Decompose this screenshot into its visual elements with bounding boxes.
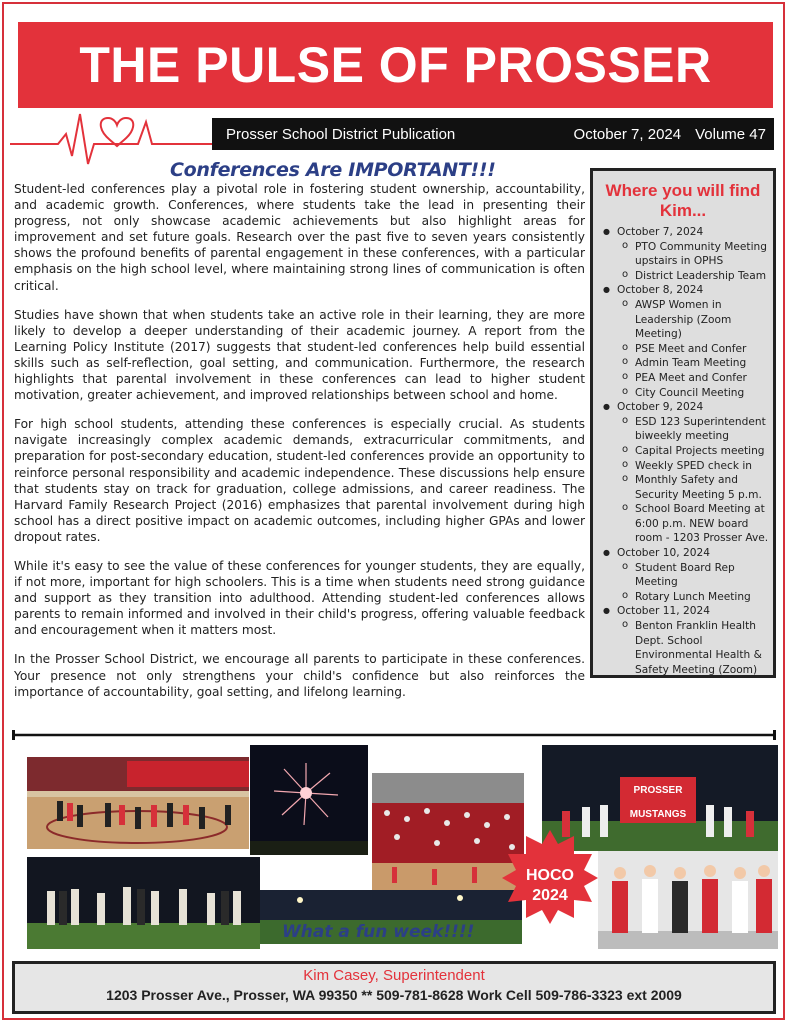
article-paragraph: In the Prosser School District, we encourage all parents to participate in these conferences. Your presence not only strengthens your child's confidence but also reinforces the importance of accountability, goal setting, and lifelong learning. [14,652,585,699]
article-paragraph: While it's easy to see the value of these conferences for younger students, they are equally, if not more, important for high schoolers. This is a time when students need strong guidance and support as they transition into adulthood. Attending student-led conferences allows parents to remain informed and involved in their child's progress, offering valuable feedback and encouragement when it matters most. [14,558,585,638]
schedule-event: o Rotary Lunch Meeting [635,590,773,605]
hoco-line: HOCO [526,867,574,884]
publication-name: Prosser School District Publication [226,125,456,143]
schedule-event: o AWSP Women in Leadership (Zoom Meeting) [635,298,773,342]
banner-text: MUSTANGS [629,809,687,820]
gym-dance-photo [27,757,249,849]
article-headline: Conferences Are IMPORTANT!!! [170,159,496,181]
section-divider [12,730,776,740]
schedule-day: ● October 11, 2024 o Benton Franklin Health Dept. School Environmental Health & Safety Meeting (Zoom) [617,604,773,677]
article-body [14,181,585,713]
newsletter-title: THE PULSE OF PROSSER [79,37,712,93]
article-paragraph: Studies have shown that when students take an active role in their learning, they are more likely to develop a deeper understanding of their academic journey. A report from the Learning Policy Institute (2017) suggests that student-led conferences help build essential skills such as self-reflection, goal setting, and communication. Furthermore, the research highlights that parental involvement in these conferences can lead to higher student motivation, greater achievement, and improved relationships between school and home. [14,307,585,403]
publication-bar [212,118,774,150]
schedule-day: ● October 9, 2024 o ESD 123 Superintendent biweekly meeting o Capital Projects meeting o Weekly SPED check in o Monthly Safety and Security Meeting 5 p.m. o School Board Meeting at 6:00 p.m. NEW board room - 1203 Prosser Ave. [617,400,773,546]
article-paragraph: For high school students, attending these conferences is especially crucial. As students navigate increasingly complex academic demands, extracurricular commitments, and preparation for post-secondary education, student-led conferences provide an opportunity to reinforce personal responsibility and academic independence. These discussions help ensure that students stay on track for graduation, college admissions, and career readiness. The Harvard Family Research Project (2016) emphasizes that parental involvement during high school has a direct positive impact on academic outcomes, including higher GPAs and lower dropout rates. [14,417,585,544]
banner-text: PROSSER [633,785,683,796]
schedule-event: o School Board Meeting at 6:00 p.m. NEW board room - 1203 Prosser Ave. [635,502,773,546]
field-court-photo [27,857,260,949]
schedule-event: o City Council Meeting [635,386,773,401]
schedule-event: o PSE Meet and Confer [635,342,773,357]
schedule-sidebar [590,168,776,678]
schedule-event: o Student Board Rep Meeting [635,561,773,590]
schedule-event: o District Leadership Team [635,269,773,284]
title-banner [18,22,773,108]
schedule-event: o Admin Team Meeting [635,356,773,371]
schedule-list [593,225,773,677]
fireworks-photo [250,745,368,855]
article-paragraph: Student-led conferences play a pivotal role in fostering student ownership, accountability, and academic growth. Conferences, where students take the lead in presenting their progress, not only showcase academic achievements but also highlight areas for improvement and set future goals. Research over the past five to seven years consistently shows the profound benefits of parental engagement in these conferences, with a particular emphasis on the high school level, where maintaining strong lines of communication is often critical. [14,182,585,293]
hoco-line: 2024 [532,887,568,904]
photo-caption: What a fun week!!!! [282,922,475,942]
schedule-event: o PEA Meet and Confer [635,371,773,386]
schedule-event: o Benton Franklin Health Dept. School Environmental Health & Safety Meeting (Zoom) [635,619,773,677]
schedule-event: o PTO Community Meeting upstairs in OPHS [635,240,773,269]
schedule-event: o ESD 123 Superintendent biweekly meeting [635,415,773,444]
hoco-badge [502,866,598,906]
contact-info: 1203 Prosser Ave., Prosser, WA 99350 ** 509-781-8628 Work Cell 509-786-3323 ext 2009 [106,987,682,1003]
staff-group-photo [598,851,778,949]
schedule-event: o Monthly Safety and Security Meeting 5 p.m. [635,473,773,502]
superintendent-name: Kim Casey, Superintendent [303,967,485,984]
footer [12,961,776,1014]
schedule-day: ● October 7, 2024 o PTO Community Meeting upstairs in OPHS o District Leadership Team [617,225,773,283]
schedule-day: ● October 10, 2024 o Student Board Rep Meeting o Rotary Lunch Meeting [617,546,773,604]
schedule-day: ● October 8, 2024 o AWSP Women in Leadership (Zoom Meeting) o PSE Meet and Confer o Admin Team Meeting o PEA Meet and Confer o City Council Meeting [617,283,773,400]
issue-volume: Volume 47 [695,125,766,143]
schedule-event: o Weekly SPED check in [635,459,773,474]
schedule-event: o Capital Projects meeting [635,444,773,459]
sidebar-title: Where you will find Kim... [605,181,761,220]
issue-date: October 7, 2024 [573,125,682,143]
